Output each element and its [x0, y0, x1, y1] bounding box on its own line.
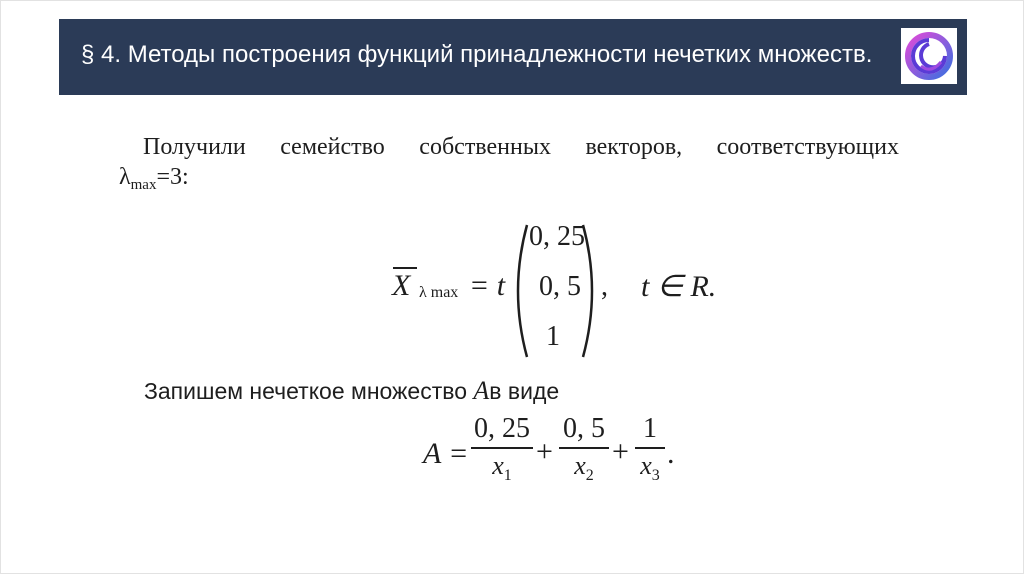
fraction-2	[559, 413, 609, 484]
slide-title: § 4. Методы построения функций принадлежности нечетких множеств.	[81, 41, 873, 68]
fraction-1-denominator: x	[492, 451, 504, 480]
fraction-1	[471, 413, 533, 484]
fraction-3-subscript: 3	[651, 467, 660, 484]
fraction-2-denominator: x	[574, 451, 586, 480]
formula-period: .	[667, 437, 675, 470]
paragraph-eigenvectors: Получили семейство собственных векторов, соответствующих	[143, 134, 899, 160]
fraction-1-subscript: 1	[503, 467, 512, 484]
sentence2-var: A	[473, 376, 490, 405]
vector-value-3: 1	[546, 321, 560, 352]
fraction-1-numerator: 0, 25	[474, 413, 530, 444]
plus-1: +	[536, 435, 553, 468]
fraction-3	[635, 413, 665, 484]
vector-lhs: X	[392, 269, 411, 302]
sentence2-end: в виде	[489, 378, 560, 404]
t-in-r: t ∈ R.	[641, 270, 717, 303]
vector-comma: ,	[601, 271, 608, 302]
sentence2-text: Запишем нечеткое множество	[144, 378, 474, 404]
fraction-2-subscript: 2	[585, 467, 594, 484]
lambda-subscript: max	[130, 177, 157, 193]
lambda-value: =3:	[156, 164, 189, 190]
lambda-symbol: λ	[119, 164, 131, 190]
logo	[901, 28, 957, 84]
plus-2: +	[612, 435, 629, 468]
vector-lhs-subscript: λ max	[419, 284, 459, 301]
formula-lhs: A =	[423, 437, 469, 470]
fraction-3-denominator: x	[640, 451, 652, 480]
fraction-3-numerator: 1	[643, 413, 657, 444]
lambda-max-line	[119, 164, 189, 191]
paragraph-fuzzy-set	[144, 376, 559, 406]
equals-t: = t	[469, 269, 506, 302]
slide-header	[59, 19, 967, 95]
fraction-2-numerator: 0, 5	[563, 413, 605, 444]
swirl-logo-icon	[901, 28, 957, 84]
vector-value-1: 0, 25	[529, 221, 585, 252]
vector-value-2: 0, 5	[539, 271, 581, 302]
